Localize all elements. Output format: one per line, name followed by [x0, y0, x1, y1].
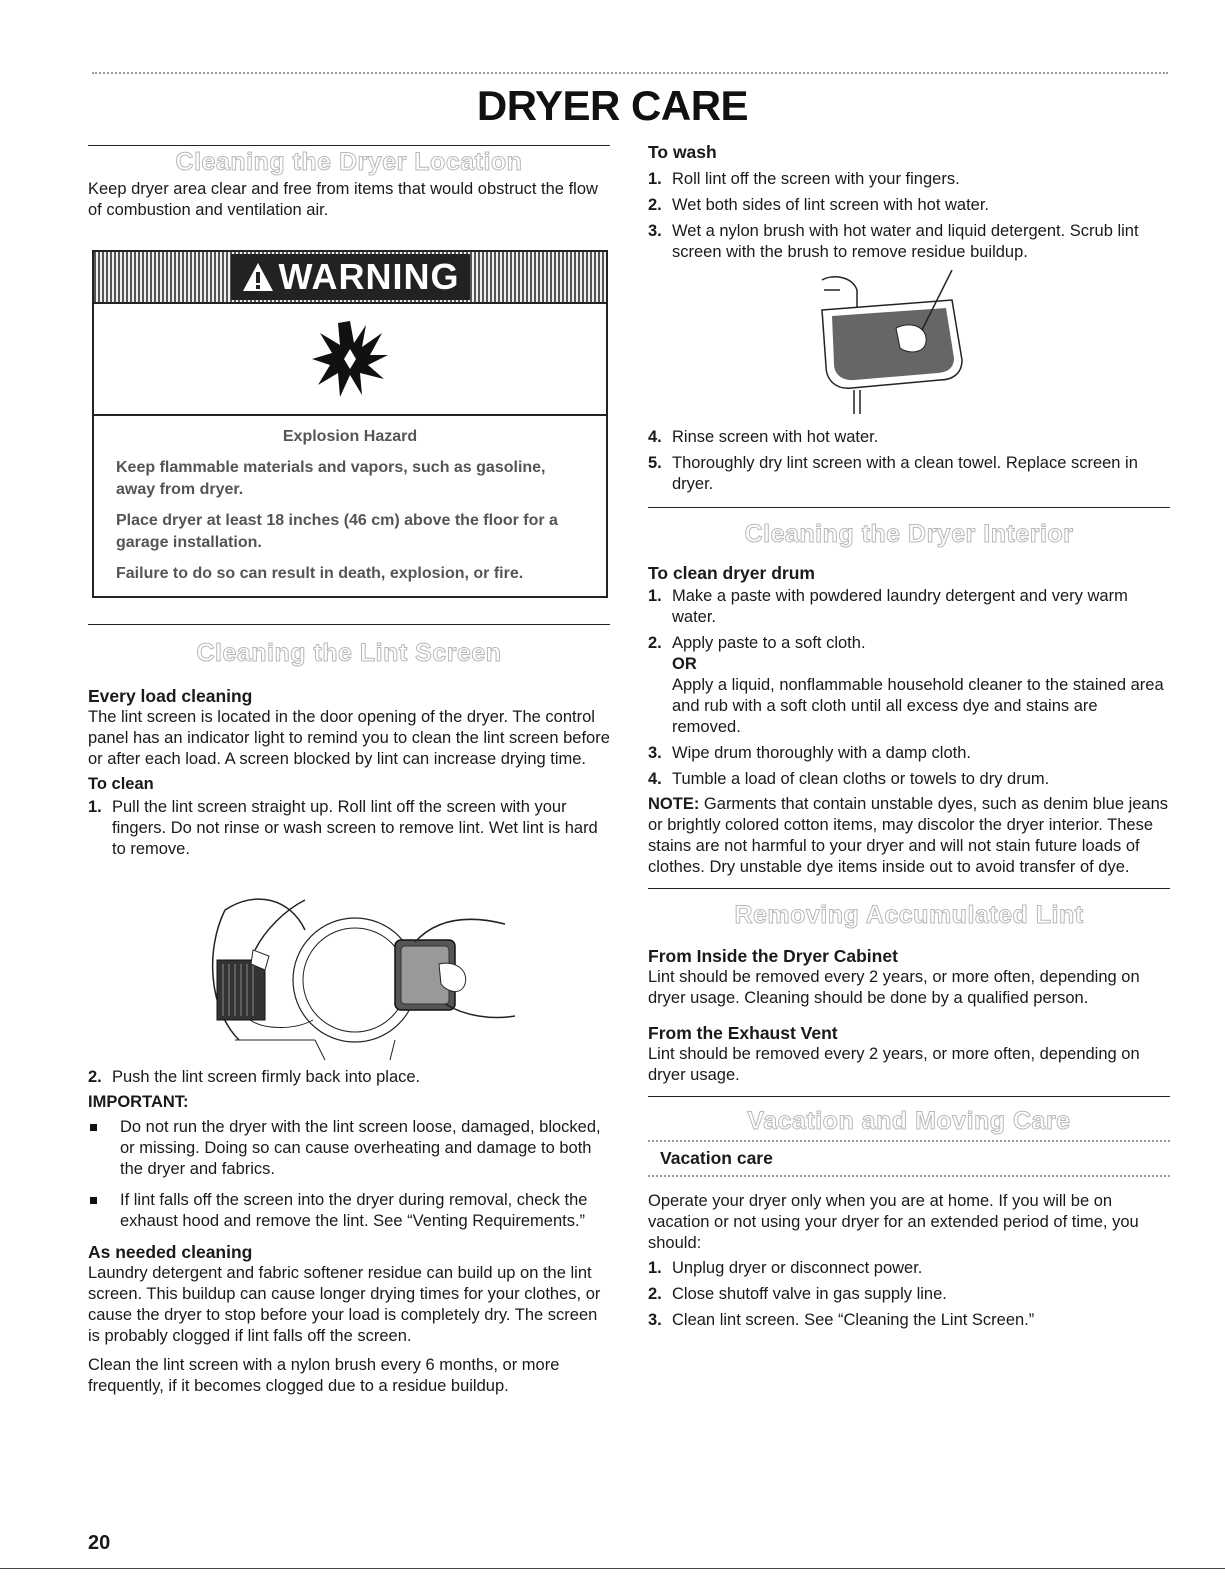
cabinet-body: Lint should be removed every 2 years, or more often, depending on dryer usage. Cleaning should be done by a qualified person. [648, 968, 1140, 1007]
lint-screen-illustration [195, 890, 535, 1060]
cabinet-heading: From Inside the Dryer Cabinet [648, 946, 898, 966]
list-item: 2. Close shutoff valve in gas supply line. [648, 1285, 947, 1303]
bottom-rule [0, 1568, 1225, 1569]
lint-section [88, 624, 610, 860]
vent-heading: From the Exhaust Vent [648, 1023, 838, 1043]
as-needed-body: Laundry detergent and fabric softener residue can build up on the lint screen. This buildup can cause longer drying times for your clothes, or cause the dryer to stop before your load is completely dry. The screen is probably clogged if lint falls off the screen. [88, 1264, 601, 1345]
section-rule [648, 888, 1170, 889]
list-item: 2. Wet both sides of lint screen with hot water. [648, 196, 990, 214]
list-item: 1. Roll lint off the screen with your fingers. [648, 170, 960, 188]
list-item: 2. Apply paste to a soft cloth. OR Apply a liquid, nonflammable household cleaner to the stained area and rub with a soft cloth until all excess dye and stains are removed. [648, 634, 1164, 736]
section-title-vacation: Vacation and Moving Care [747, 1107, 1071, 1135]
warning-box [92, 250, 608, 598]
warning-line: Place dryer at least 18 inches (46 cm) above the floor for a garage installation. [116, 512, 558, 551]
to-wash-steps-cont [648, 427, 1170, 495]
lint-screen-wash-illustration [812, 270, 972, 420]
section-title-interior: Cleaning the Dryer Interior [744, 520, 1074, 548]
drum-steps [648, 586, 1170, 790]
explosion-icon [310, 319, 390, 399]
wash-section [648, 142, 1170, 263]
vacation-heading: Vacation care [660, 1148, 773, 1168]
list-item: 4. Rinse screen with hot water. [648, 428, 879, 446]
vent-body: Lint should be removed every 2 years, or more often, depending on dryer usage. [648, 1045, 1140, 1084]
warning-line: Failure to do so can result in death, explosion, or fire. [116, 565, 524, 582]
list-item: 3. Wet a nylon brush with hot water and liquid detergent. Scrub lint screen with the brush to remove residue buildup. [648, 222, 1139, 261]
to-clean-heading: To clean [88, 775, 154, 793]
important-bullets [88, 1117, 610, 1232]
list-item: If lint falls off the screen into the dryer during removal, check the exhaust hood and remove the lint. See “Venting Requirements.” [88, 1190, 610, 1232]
list-item: 1. Unplug dryer or disconnect power. [648, 1259, 923, 1277]
list-item: 1. Make a paste with powdered laundry detergent and very warm water. [648, 587, 1128, 626]
page-title: DRYER CARE [476, 82, 749, 129]
section-rule [88, 624, 610, 625]
warning-text [94, 416, 606, 585]
every-load-heading: Every load cleaning [88, 686, 253, 706]
warning-header [94, 252, 606, 304]
every-load-body: The lint screen is located in the door opening of the dryer. The control panel has an indicator light to remind you to clean the lint screen before or after each load. A screen blocked by lint can increase drying time. [88, 708, 610, 768]
location-body: Keep dryer area clear and free from items that would obstruct the flow of combustion and ventilation air. [88, 180, 598, 219]
lint-section-cont [88, 1067, 610, 1397]
note: NOTE: Garments that contain unstable dyes, such as denim blue jeans or brightly colored cotton items, may discolor the dryer interior. These stains are not harmful to your dryer and will not stain future loads of clothes. Dry unstable dye items inside out to avoid transfer of dye. [648, 795, 1169, 876]
dotted-rule [648, 1175, 1170, 1177]
wash-section-cont [648, 427, 1170, 1331]
section-title-accumulated: Removing Accumulated Lint [734, 901, 1084, 929]
as-needed-body: Clean the lint screen with a nylon brush every 6 months, or more frequently, if it becomes clogged due to a residue buildup. [88, 1356, 560, 1395]
section-title-lint: Cleaning the Lint Screen [196, 639, 502, 667]
left-column [88, 145, 610, 221]
alert-triangle-icon [241, 261, 275, 293]
list-item: 4. Tumble a load of clean cloths or towels to dry drum. [648, 770, 1050, 788]
warning-label: WARNING [278, 256, 460, 297]
section-rule [648, 1096, 1170, 1097]
list-item: 3. Clean lint screen. See “Cleaning the Lint Screen.” [648, 1311, 1035, 1329]
or-label: OR [672, 655, 697, 673]
important-label: IMPORTANT: [88, 1093, 189, 1111]
list-item: 5. Thoroughly dry lint screen with a clean towel. Replace screen in dryer. [648, 454, 1138, 493]
list-item: 3. Wipe drum thoroughly with a damp cloth. [648, 744, 971, 762]
warning-hazard: Explosion Hazard [282, 428, 418, 445]
warning-line: Keep flammable materials and vapors, such as gasoline, away from dryer. [116, 459, 546, 498]
to-wash-heading: To wash [648, 142, 717, 162]
warning-icon-area [94, 304, 606, 416]
to-clean-steps-cont [88, 1067, 610, 1088]
list-item: Do not run the dryer with the lint screen loose, damaged, blocked, or missing. Doing so can cause overheating and damage to both the dryer and fabrics. [88, 1117, 610, 1180]
section-rule [88, 145, 610, 146]
drum-heading: To clean dryer drum [648, 563, 815, 583]
list-item: 1. Pull the lint screen straight up. Roll lint off the screen with your fingers. Do not rinse or wash screen to remove lint. Wet lint is hard to remove. [88, 798, 598, 858]
to-clean-steps [88, 797, 610, 860]
dotted-rule [648, 1140, 1170, 1142]
vacation-steps [648, 1258, 1170, 1331]
page-number: 20 [88, 1532, 111, 1554]
vacation-body: Operate your dryer only when you are at home. If you will be on vacation or not using your dryer for an extended period of time, you should: [648, 1192, 1139, 1252]
as-needed-heading: As needed cleaning [88, 1242, 253, 1262]
list-item: 2. Push the lint screen firmly back into place. [88, 1068, 421, 1086]
to-wash-steps [648, 169, 1170, 263]
section-title-location: Cleaning the Dryer Location [175, 148, 523, 176]
section-rule [648, 507, 1170, 508]
top-dotted-rule [92, 72, 1168, 74]
